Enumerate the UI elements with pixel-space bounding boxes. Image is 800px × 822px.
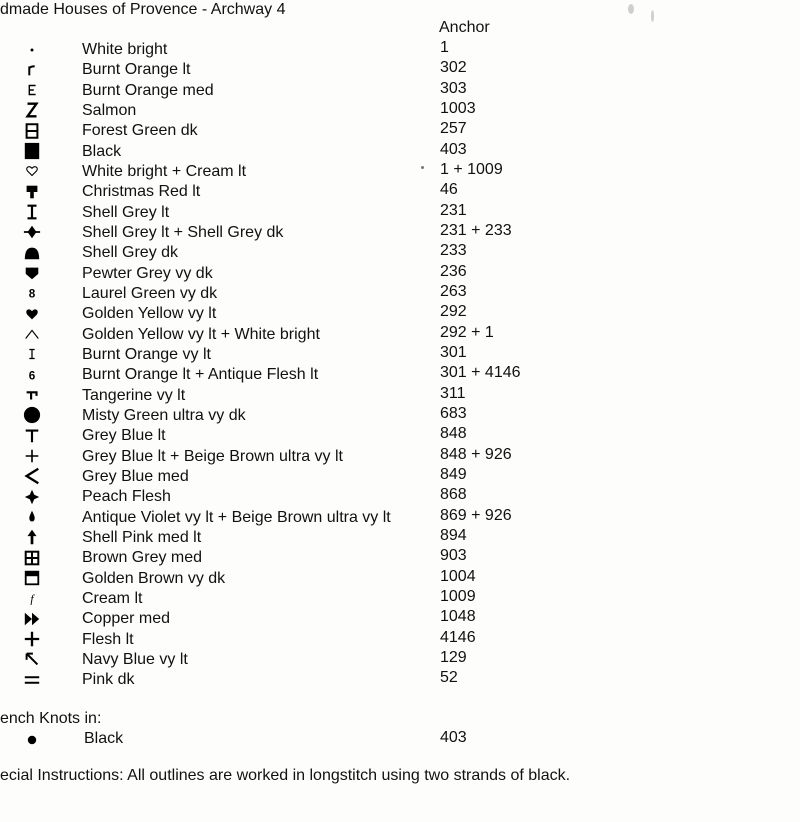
t-letter-icon: [22, 426, 42, 445]
thread-color-name: Burnt Orange med: [82, 81, 214, 99]
thread-row: [0, 263, 800, 283]
star-4-icon: [22, 487, 42, 506]
anchor-number: 231 + 233: [440, 221, 512, 239]
hook-icon: [22, 386, 42, 405]
anchor-number: 903: [440, 547, 467, 565]
thread-row: [0, 141, 800, 161]
thread-color-name: Antique Violet vy lt + Beige Brown ultra vy lt: [82, 508, 391, 526]
thread-row: [0, 303, 800, 323]
special-instructions: ecial Instructions: All outlines are worked in longstitch using two strands of black.: [0, 767, 571, 784]
arrow-up-icon: [22, 528, 42, 547]
fast-forward-icon: [22, 609, 42, 628]
anchor-number: 263: [440, 282, 467, 300]
square-filled-icon: [22, 142, 42, 161]
thread-color-name: Peach Flesh: [82, 488, 171, 506]
anchor-number: 848: [440, 425, 467, 443]
thread-color-name: Pewter Grey vy dk: [82, 264, 213, 282]
box-split-icon: [22, 121, 42, 140]
heart-outline-icon: [22, 162, 42, 181]
anchor-number: 1003: [440, 99, 476, 117]
thread-row: [0, 649, 800, 669]
box-top-icon: [22, 569, 42, 588]
french-knots-heading: ench Knots in:: [0, 710, 102, 727]
thread-row: [0, 527, 800, 547]
thread-color-name: Golden Yellow vy lt + White bright: [82, 325, 320, 343]
thread-color-name: Christmas Red lt: [82, 183, 201, 201]
thread-color-name: Black: [82, 142, 122, 160]
thread-row: [0, 629, 800, 649]
thread-row: [0, 202, 800, 222]
page-title: dmade Houses of Provence - Archway 4: [0, 1, 286, 18]
anchor-number: 257: [440, 120, 467, 138]
thread-color-name: Golden Yellow vy lt: [82, 305, 217, 323]
thread-color-name: Shell Grey lt: [82, 203, 170, 221]
e-letter-icon: [22, 81, 42, 100]
anchor-number: 1 + 1009: [440, 160, 503, 178]
anchor-number: 302: [440, 59, 467, 77]
thread-color-name: Navy Blue vy lt: [82, 650, 188, 668]
anchor-number: 292 + 1: [440, 323, 494, 341]
svg-text:f: f: [30, 592, 34, 606]
thread-row: [0, 222, 800, 242]
digit-8-icon: [22, 284, 42, 303]
digit-6-icon: [22, 365, 42, 384]
thread-row: [0, 283, 800, 303]
french-knot-anchor-number: 403: [440, 729, 467, 746]
anchor-number: 292: [440, 303, 467, 321]
anchor-number: 849: [440, 465, 467, 483]
thread-row: [0, 608, 800, 628]
cross-bold-icon: [22, 630, 42, 649]
scan-speck: [628, 4, 634, 14]
thread-color-name: Shell Grey lt + Shell Grey dk: [82, 223, 284, 241]
thread-row: [0, 405, 800, 425]
anchor-number: 233: [440, 242, 467, 260]
thread-color-name: Cream lt: [82, 589, 143, 607]
anchor-number: 311: [440, 384, 466, 402]
french-knot-color-name: Black: [84, 730, 124, 747]
thread-row: [0, 161, 800, 181]
z-letter-icon: [22, 101, 42, 120]
anchor-number: 848 + 926: [440, 445, 512, 463]
i-beam-icon: [22, 203, 42, 222]
svg-text:8: 8: [28, 287, 36, 301]
large-dot-icon: [22, 731, 42, 749]
thread-row: [0, 588, 800, 608]
thread-row: [0, 547, 800, 567]
heart-filled-icon: [22, 304, 42, 323]
thread-row: [0, 568, 800, 588]
anchor-number: 231: [440, 201, 467, 219]
scan-speck: [651, 10, 654, 22]
anchor-number: 868: [440, 486, 467, 504]
anchor-number: 301 + 4146: [440, 364, 521, 382]
i-small-icon: [22, 345, 42, 364]
thread-color-name: Brown Grey med: [82, 549, 203, 567]
thread-color-name: Salmon: [82, 101, 137, 119]
thread-row: [0, 385, 800, 405]
thread-row: [0, 669, 800, 689]
anchor-number: 301: [440, 343, 467, 361]
thread-row: [0, 507, 800, 527]
thread-row: [0, 324, 800, 344]
r-letter-icon: [22, 60, 42, 79]
french-knot-row: [0, 729, 800, 749]
thread-row: [0, 425, 800, 445]
circle-filled-icon: [22, 406, 42, 425]
caret-up-icon: [22, 325, 42, 344]
svg-text:6: 6: [28, 369, 36, 383]
arrow-nw-icon: [22, 650, 42, 669]
anchor-number: 683: [440, 404, 467, 422]
t-block-icon: [22, 182, 42, 201]
anchor-number: 1009: [440, 587, 476, 605]
thread-color-name: Grey Blue med: [82, 467, 189, 485]
anchor-number: 1: [440, 39, 449, 56]
thread-color-name: Tangerine vy lt: [82, 386, 186, 404]
dome-icon: [22, 243, 42, 262]
f-small-icon: [22, 589, 42, 608]
thread-color-name: Burnt Orange vy lt: [82, 345, 211, 363]
anchor-column-header: Anchor: [439, 19, 490, 36]
anchor-number: 129: [440, 648, 467, 666]
thread-row: [0, 466, 800, 486]
anchor-number: 303: [440, 79, 467, 97]
thread-color-name: Misty Green ultra vy dk: [82, 406, 246, 424]
thread-row: [0, 80, 800, 100]
thread-color-name: Forest Green dk: [82, 122, 198, 140]
anchor-number: 1048: [440, 608, 476, 626]
thread-color-name: White bright + Cream lt: [82, 162, 247, 180]
thread-color-name: Burnt Orange lt: [82, 61, 191, 79]
anchor-number: 869 + 926: [440, 506, 512, 524]
thread-color-name: Golden Brown vy dk: [82, 569, 226, 587]
thread-color-name: Laurel Green vy dk: [82, 284, 218, 302]
thread-row: [0, 364, 800, 384]
thread-color-name: Grey Blue lt + Beige Brown ultra vy lt: [82, 447, 343, 465]
thread-color-name: Pink dk: [82, 671, 135, 689]
thread-row: [0, 59, 800, 79]
thread-row: [0, 446, 800, 466]
thread-key-list: [0, 39, 800, 690]
thread-color-name: Grey Blue lt: [82, 427, 166, 445]
thread-color-name: Flesh lt: [82, 630, 134, 648]
drop-icon: [22, 508, 42, 527]
thread-color-name: Burnt Orange lt + Antique Flesh lt: [82, 366, 319, 384]
thread-row: [0, 344, 800, 364]
thread-row: [0, 242, 800, 262]
less-than-icon: [22, 467, 42, 486]
anchor-number: 1004: [440, 567, 476, 585]
thread-row: [0, 486, 800, 506]
anchor-number: 4146: [440, 628, 476, 646]
anchor-number: 46: [440, 181, 458, 199]
plus-icon: [22, 447, 42, 466]
shield-icon: [22, 264, 42, 283]
dot-small-icon: [22, 40, 42, 59]
equals-icon: [22, 670, 42, 689]
thread-color-name: White bright: [82, 41, 168, 58]
thread-color-name: Copper med: [82, 610, 171, 628]
thread-row: [0, 181, 800, 201]
thread-row: [0, 120, 800, 140]
anchor-number: 894: [440, 526, 467, 544]
diamond-bar-icon: [22, 223, 42, 242]
thread-color-name: Shell Grey dk: [82, 244, 179, 262]
grid-box-icon: [22, 548, 42, 567]
anchor-number: 52: [440, 669, 458, 687]
thread-row: [0, 100, 800, 120]
anchor-number: 403: [440, 140, 467, 158]
thread-color-name: Shell Pink med lt: [82, 528, 202, 546]
thread-row: [0, 39, 800, 59]
anchor-number: 236: [440, 262, 467, 280]
